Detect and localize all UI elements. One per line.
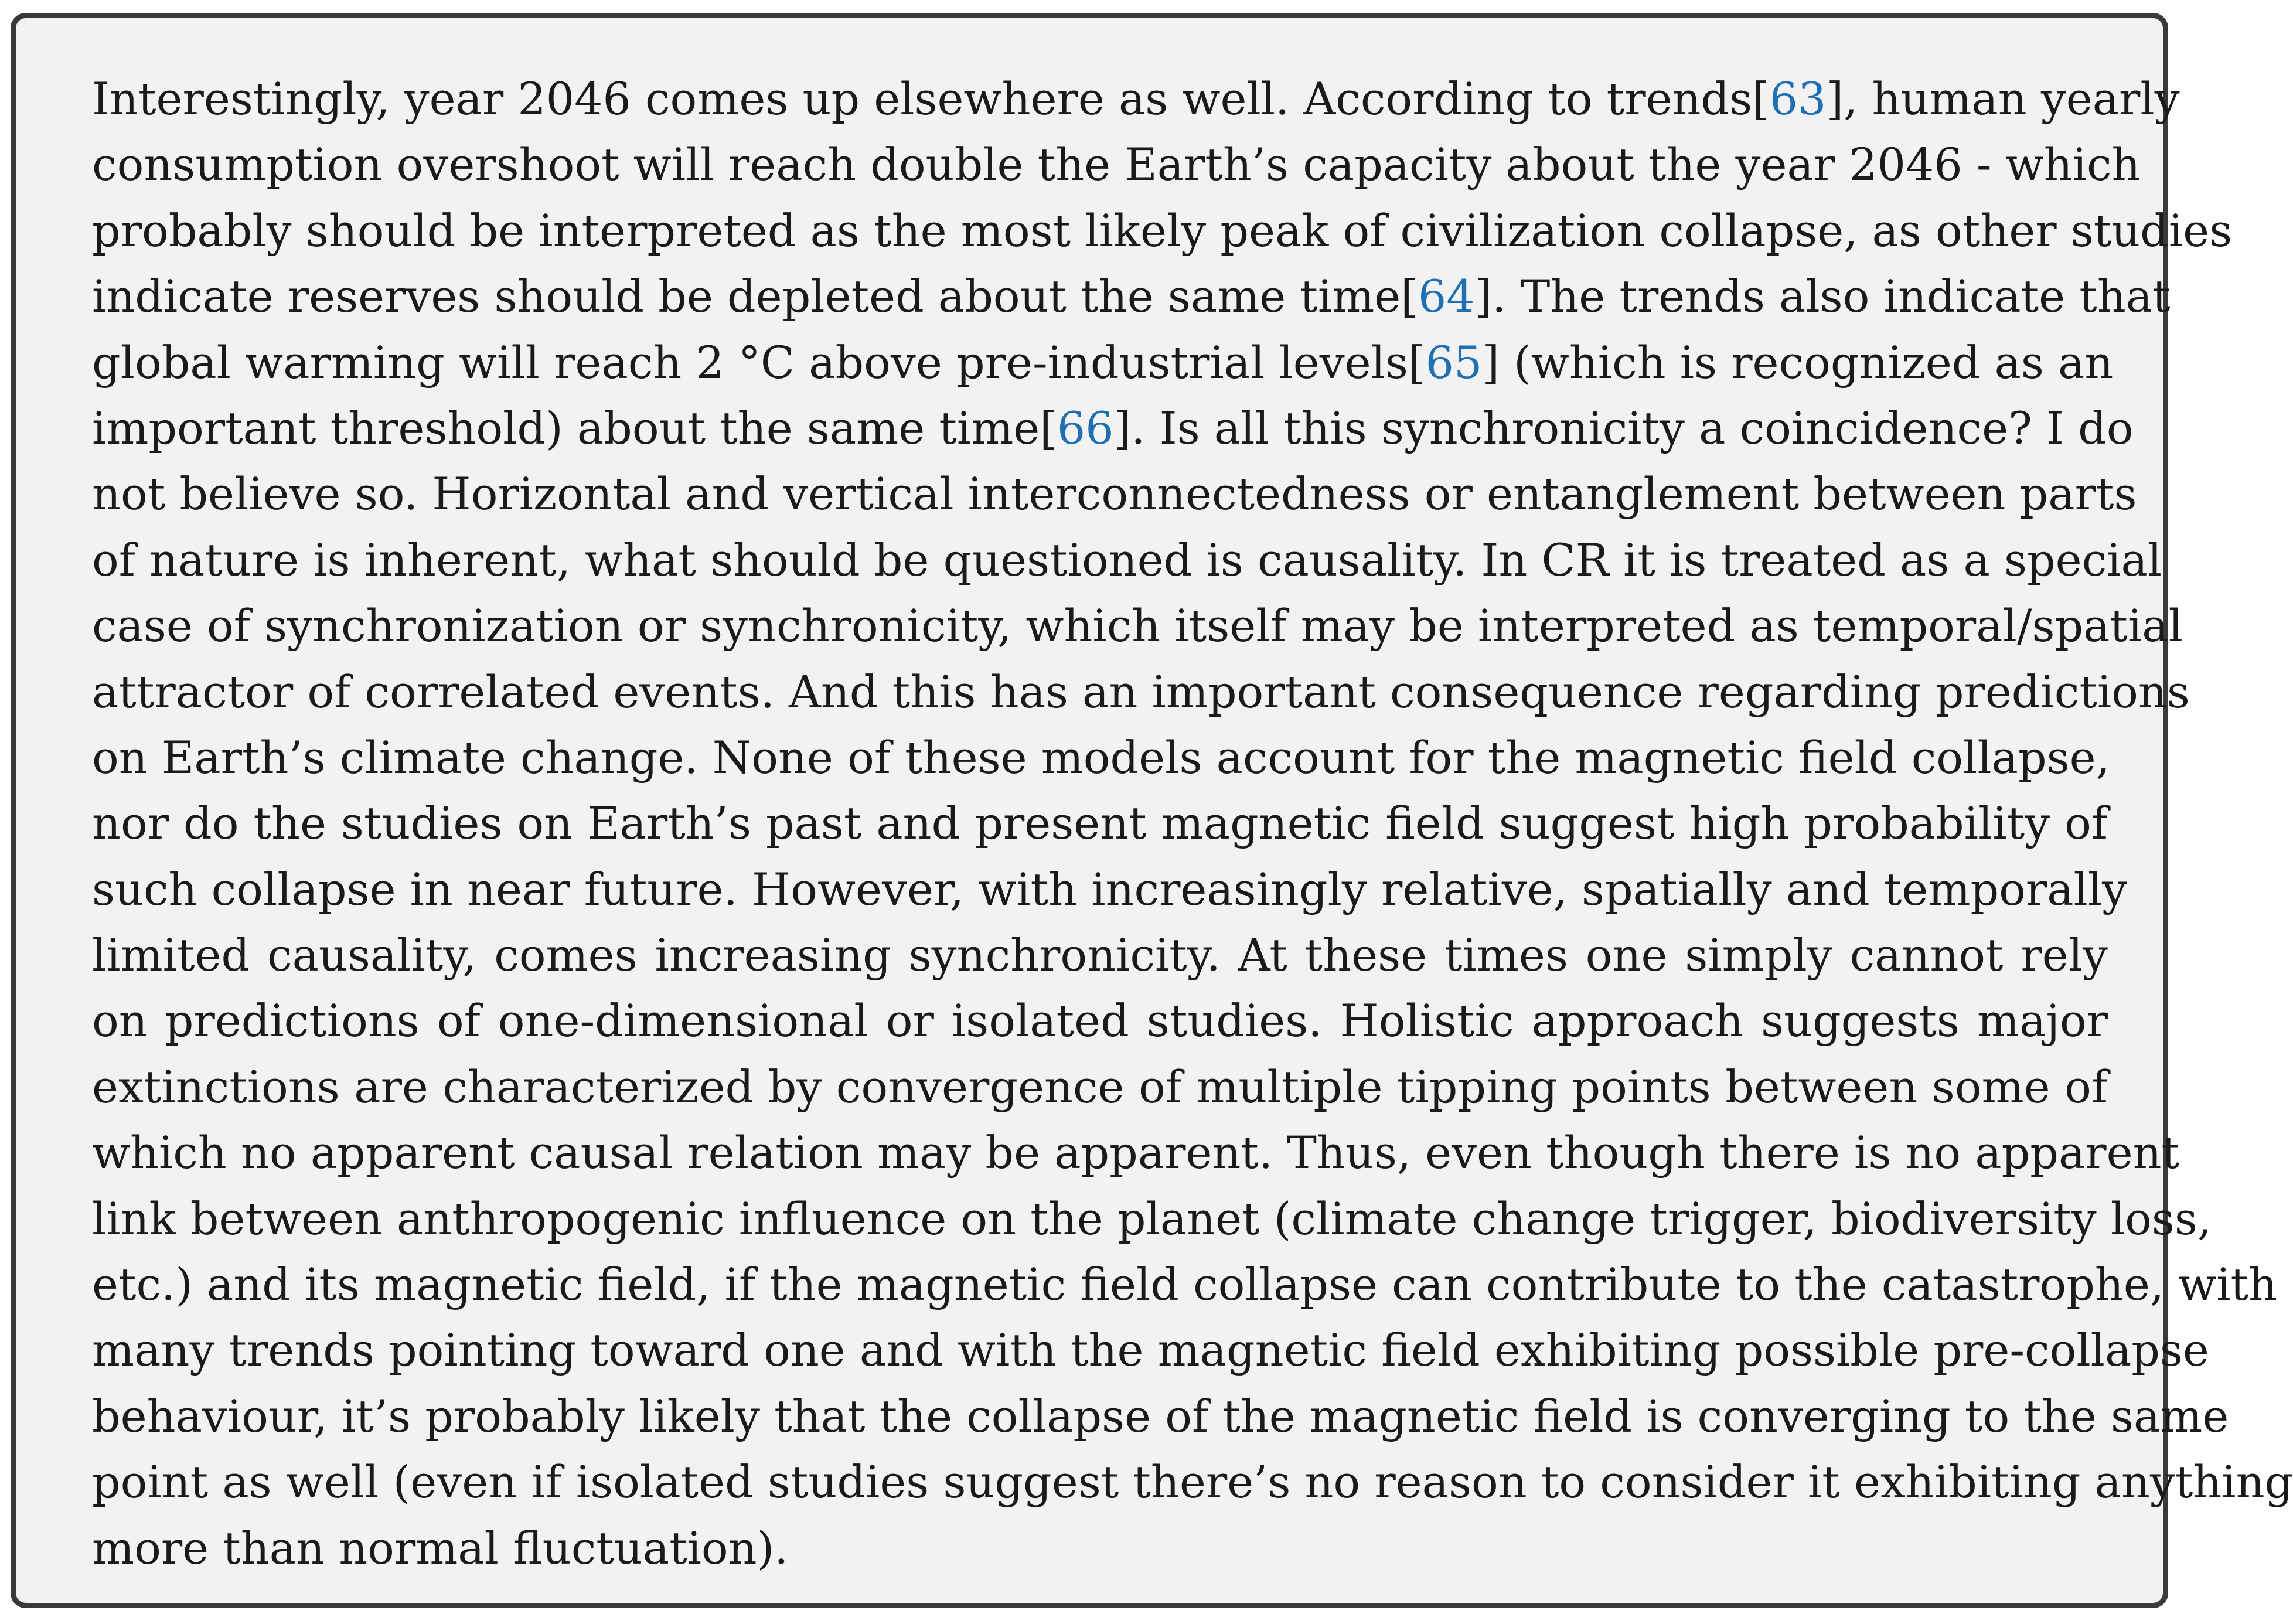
text-run: not believe so. Horizontal and vertical interconnectedness or entanglement between parts xyxy=(92,468,2137,520)
citation-link[interactable]: 64 xyxy=(1418,270,1475,323)
citation-link[interactable]: 66 xyxy=(1057,401,1114,454)
text-line xyxy=(92,132,2141,198)
text-line xyxy=(92,264,2171,329)
text-line xyxy=(92,659,2190,725)
text-run: attractor of correlated events. And this has an important consequence regarding predictions xyxy=(92,665,2190,718)
text-line xyxy=(92,857,2128,922)
text-line xyxy=(92,593,2183,659)
text-line xyxy=(92,1186,2212,1252)
citation-link[interactable]: 63 xyxy=(1769,73,1827,125)
text-line xyxy=(92,1384,2229,1449)
boxed-passage xyxy=(11,13,2293,1608)
text-run: limited causality, comes increasing synchronicity. At these times one simply cannot rely xyxy=(92,929,2108,982)
text-run: on predictions of one-dimensional or isolated studies. Holistic approach suggests major xyxy=(92,995,2108,1047)
text-run: on Earth’s climate change. None of these models account for the magnetic field collapse, xyxy=(92,731,2110,784)
text-line xyxy=(92,1120,2180,1186)
passage-text xyxy=(92,66,2293,1581)
text-run: indicate reserves should be depleted about the same time[ xyxy=(92,270,1418,323)
text-run: many trends pointing toward one and with the magnetic field exhibiting possible pre-collapse xyxy=(92,1324,2209,1377)
citation-link[interactable]: 65 xyxy=(1425,336,1483,389)
text-line xyxy=(92,396,2134,461)
text-line xyxy=(92,1317,2209,1383)
text-run: ]. Is all this synchronicity a coincidence? I do xyxy=(1113,401,2134,454)
text-run: of nature is inherent, what should be questioned is causality. In CR it is treated as a special xyxy=(92,533,2162,586)
text-run: ], human yearly xyxy=(1826,73,2180,125)
text-line xyxy=(92,988,2108,1054)
text-line xyxy=(92,1449,2293,1515)
text-line xyxy=(92,791,2108,856)
text-run: nor do the studies on Earth’s past and present magnetic field suggest high probability of xyxy=(92,797,2108,850)
text-run: more than normal fluctuation). xyxy=(92,1521,789,1574)
text-run: probably should be interpreted as the most likely peak of civilization collapse, as other studies xyxy=(92,204,2233,257)
text-line xyxy=(92,66,2180,132)
text-run: ] (which is recognized as an xyxy=(1482,336,2114,389)
text-run: such collapse in near future. However, with increasingly relative, spatially and temporally xyxy=(92,863,2128,915)
text-run: etc.) and its magnetic field, if the magnetic field collapse can contribute to the catastrophe, with xyxy=(92,1258,2278,1311)
text-line xyxy=(92,1516,2108,1581)
text-run: Interestingly, year 2046 comes up elsewhere as well. According to trends[ xyxy=(92,73,1770,125)
text-line xyxy=(92,198,2233,264)
text-run: behaviour, it’s probably likely that the collapse of the magnetic field is converging to the same xyxy=(92,1390,2229,1442)
text-run: link between anthropogenic influence on the planet (climate change trigger, biodiversity loss, xyxy=(92,1192,2212,1245)
text-run: which no apparent causal relation may be apparent. Thus, even though there is no apparent xyxy=(92,1126,2180,1179)
text-run: global warming will reach 2 °C above pre-industrial levels[ xyxy=(92,336,1426,389)
text-line xyxy=(92,527,2162,593)
text-run: ]. The trends also indicate that xyxy=(1474,270,2171,323)
text-run: point as well (even if isolated studies suggest there’s no reason to consider it exhibiting anything xyxy=(92,1456,2293,1509)
text-line xyxy=(92,330,2114,396)
text-run: consumption overshoot will reach double the Earth’s capacity about the year 2046 - which xyxy=(92,138,2141,191)
text-run: case of synchronization or synchronicity, which itself may be interpreted as temporal/spatial xyxy=(92,600,2183,652)
text-line xyxy=(92,922,2108,988)
text-line xyxy=(92,1054,2108,1120)
text-run: extinctions are characterized by convergence of multiple tipping points between some of xyxy=(92,1060,2108,1113)
text-run: important threshold) about the same time[ xyxy=(92,401,1057,454)
text-line xyxy=(92,725,2108,791)
text-line xyxy=(92,1252,2278,1317)
text-line xyxy=(92,461,2137,527)
